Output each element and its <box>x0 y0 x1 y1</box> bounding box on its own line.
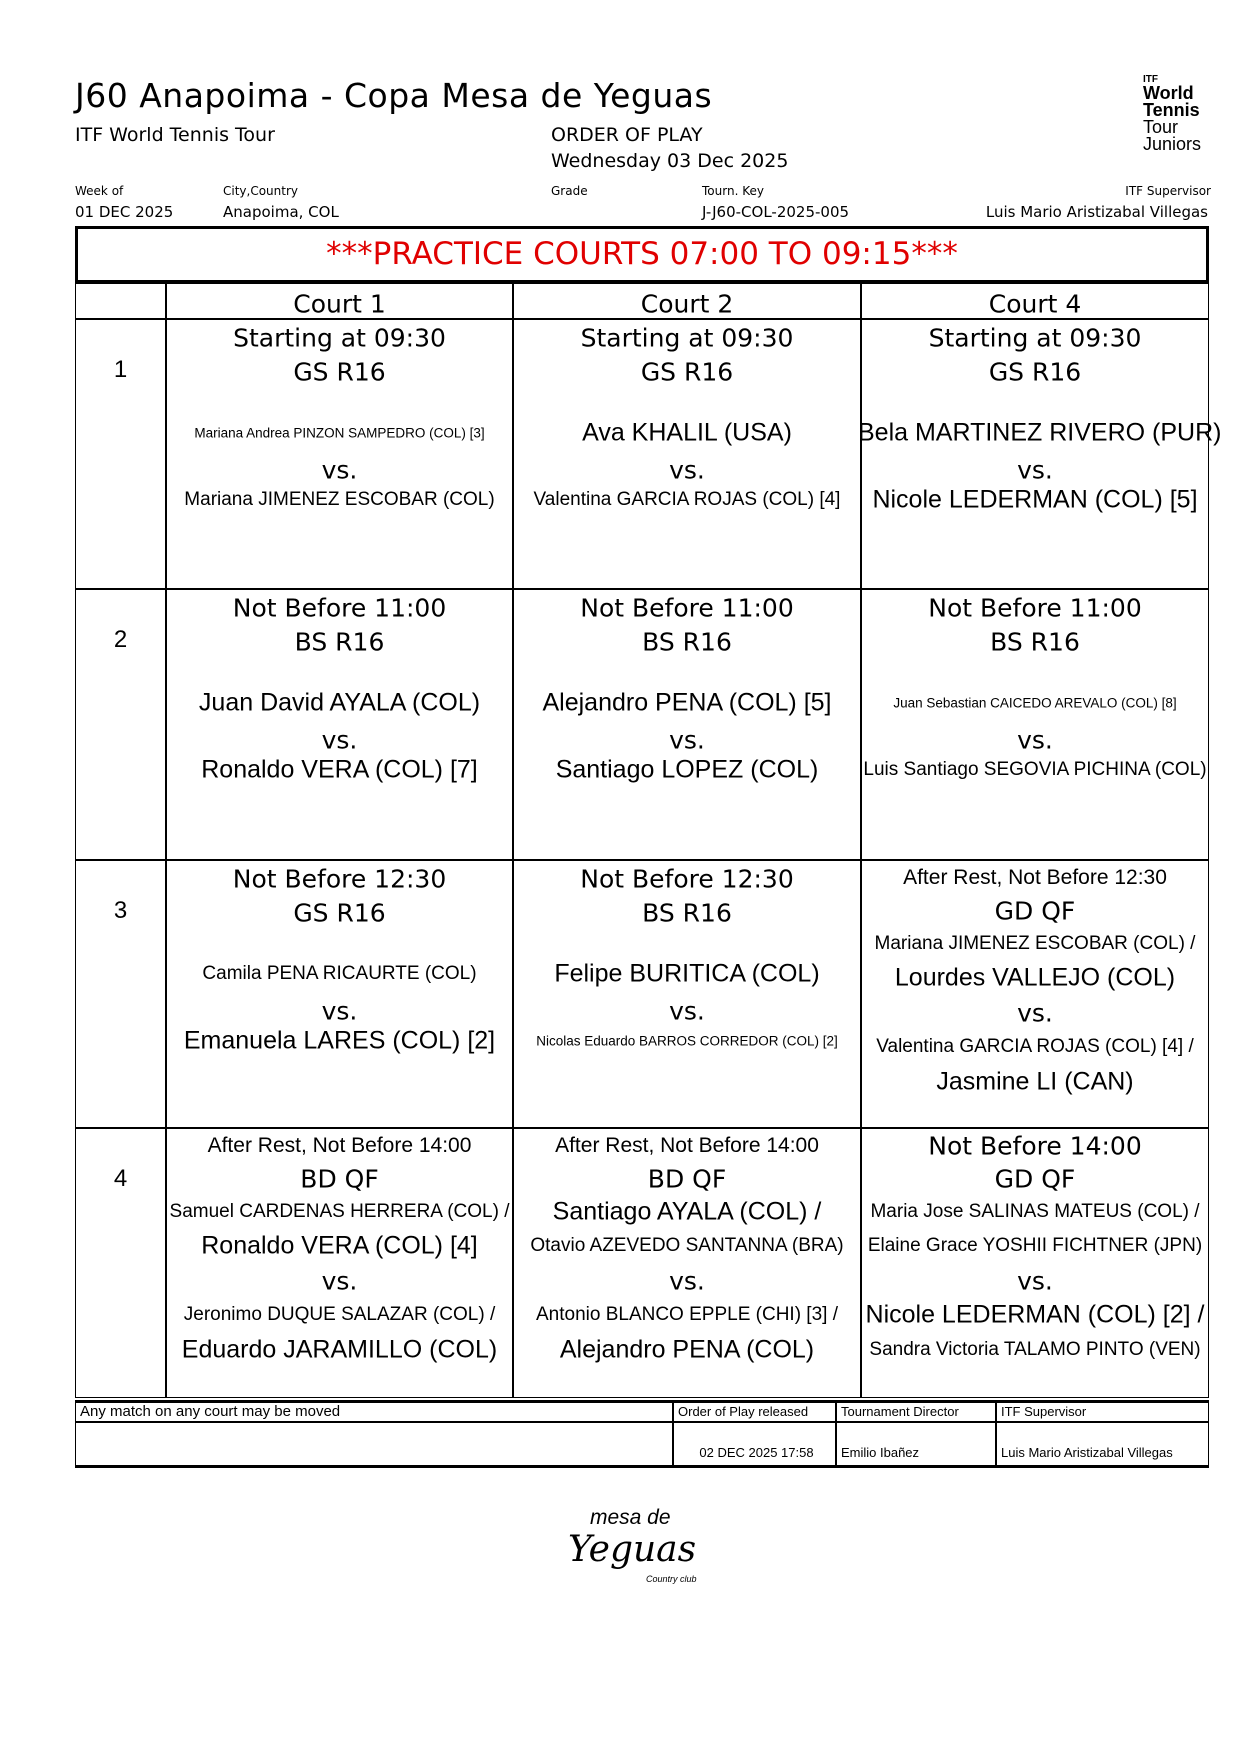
slot-number: 1 <box>113 356 128 383</box>
key-value: J-J60-COL-2025-005 <box>702 203 850 221</box>
match-round: BD QF <box>300 1164 379 1194</box>
mesa-de-yeguas-logo <box>568 1506 718 1591</box>
team1-player2: Otavio AZEVEDO SANTANNA (BRA) <box>530 1235 844 1256</box>
match-cell <box>513 589 861 860</box>
vs-label: vs. <box>1017 998 1053 1028</box>
team2-player2: Alejandro PENA (COL) <box>559 1335 815 1364</box>
practice-banner: ***PRACTICE COURTS 07:00 TO 09:15*** <box>75 226 1209 283</box>
match-time: Not Before 11:00 <box>928 593 1142 623</box>
match-round: BS R16 <box>990 627 1080 657</box>
footer-bottom-border <box>75 1465 1209 1468</box>
released-time: 02 DEC 2025 17:58 <box>673 1422 836 1466</box>
court-header <box>166 283 513 319</box>
match-cell <box>861 589 1209 860</box>
match-cell <box>858 319 1222 589</box>
tour-name: ITF World Tennis Tour <box>75 124 275 146</box>
player2: Mariana JIMENEZ ESCOBAR (COL) <box>184 489 495 510</box>
vs-label: vs. <box>321 1266 358 1296</box>
player1: Juan Sebastian CAICEDO AREVALO (COL) [8] <box>893 695 1177 711</box>
vs-label: vs. <box>321 996 358 1026</box>
player1: Juan David AYALA (COL) <box>198 688 481 717</box>
slot-number: 2 <box>113 626 128 653</box>
slot-number: 3 <box>113 897 128 924</box>
player2: Santiago LOPEZ (COL) <box>555 755 819 784</box>
play-date: Wednesday 03 Dec 2025 <box>551 150 789 172</box>
match-cell <box>861 1128 1209 1398</box>
footer-blank <box>75 1422 673 1466</box>
player1: Camila PENA RICAURTE (COL) <box>202 963 477 984</box>
match-time: After Rest, Not Before 14:00 <box>555 1134 819 1157</box>
vs-label: vs. <box>669 1266 705 1296</box>
logo-line-yeguas: Yeguas <box>568 1529 697 1570</box>
match-round: GD QF <box>994 1164 1076 1194</box>
grade-label: Grade <box>551 184 588 198</box>
match-time: Not Before 12:30 <box>580 864 794 894</box>
city-value: Anapoima, COL <box>223 203 339 221</box>
footer-supervisor-label: ITF Supervisor <box>996 1402 1209 1422</box>
match-slot-number <box>75 589 166 860</box>
match-round: BD QF <box>647 1164 727 1194</box>
court-header <box>861 283 1209 319</box>
key-label: Tourn. Key <box>702 184 764 198</box>
supervisor-label: ITF Supervisor <box>1125 184 1211 198</box>
vs-label: vs. <box>1017 725 1053 755</box>
player1: Mariana Andrea PINZON SAMPEDRO (COL) [3] <box>194 425 485 441</box>
footer-supervisor-name: Luis Mario Aristizabal Villegas <box>996 1422 1209 1466</box>
header-corner <box>75 283 166 319</box>
court-name: Court 2 <box>640 289 734 319</box>
match-slot-number <box>75 1128 166 1398</box>
player2: Nicolas Eduardo BARROS CORREDOR (COL) [2] <box>536 1033 838 1049</box>
vs-label: vs. <box>669 996 705 1026</box>
team2-player1: Jeronimo DUQUE SALAZAR (COL) / <box>183 1304 496 1325</box>
match-cell <box>166 860 513 1128</box>
match-round: GD QF <box>994 896 1076 926</box>
match-slot-number <box>75 319 166 589</box>
match-time: Starting at 09:30 <box>928 323 1142 353</box>
footer-released-label: Order of Play released <box>673 1402 836 1422</box>
player1: Ava KHALIL (USA) <box>582 418 792 447</box>
court-name: Court 4 <box>988 289 1082 319</box>
logo-line-country-club: Country club <box>646 1574 697 1584</box>
match-time: Starting at 09:30 <box>580 323 794 353</box>
match-round: BS R16 <box>642 627 732 657</box>
week-of-label: Week of <box>75 184 124 198</box>
player2: Emanuela LARES (COL) [2] <box>183 1026 496 1055</box>
doc-type: ORDER OF PLAY <box>551 124 703 146</box>
city-label: City,Country <box>223 184 299 198</box>
match-time: After Rest, Not Before 14:00 <box>207 1134 472 1157</box>
match-cell <box>166 319 513 589</box>
footer-divider <box>75 1400 1209 1403</box>
match-cell <box>166 1128 513 1398</box>
match-time: Not Before 11:00 <box>232 593 447 623</box>
vs-label: vs. <box>669 725 705 755</box>
order-of-play-grid <box>75 226 1222 1466</box>
vs-label: vs. <box>1017 455 1053 485</box>
logo-line-mesa: mesa de <box>590 1506 671 1529</box>
match-round: GS R16 <box>293 898 386 928</box>
week-of-value: 01 DEC 2025 <box>75 203 174 221</box>
match-time: After Rest, Not Before 12:30 <box>903 866 1167 889</box>
team2-player2: Eduardo JARAMILLO (COL) <box>181 1335 498 1364</box>
match-round: GS R16 <box>293 357 386 387</box>
match-round: BS R16 <box>642 898 732 928</box>
team2-player2: Sandra Victoria TALAMO PINTO (VEN) <box>869 1339 1201 1360</box>
vs-label: vs. <box>321 455 358 485</box>
footer-notice: Any match on any court may be moved <box>75 1402 673 1422</box>
vs-label: vs. <box>321 725 358 755</box>
player1: Alejandro PENA (COL) [5] <box>542 688 832 717</box>
match-cell <box>513 319 861 589</box>
match-time: Not Before 12:30 <box>232 864 447 894</box>
footer-director-label: Tournament Director <box>836 1402 996 1422</box>
team1-player1: Mariana JIMENEZ ESCOBAR (COL) / <box>874 933 1196 954</box>
match-slot-number <box>75 860 166 1128</box>
match-cell <box>513 860 861 1128</box>
match-cell <box>513 1128 861 1398</box>
team2-player1: Valentina GARCIA ROJAS (COL) [4] / <box>876 1036 1194 1057</box>
player2: Luis Santiago SEGOVIA PICHINA (COL) <box>863 759 1207 780</box>
match-round: BS R16 <box>294 627 385 657</box>
itf-juniors-logo: ITF World Tennis Tour Juniors <box>1143 74 1202 154</box>
team1-player1: Samuel CARDENAS HERRERA (COL) / <box>169 1201 510 1222</box>
match-time: Not Before 14:00 <box>928 1131 1142 1161</box>
tournament-title: J60 Anapoima - Copa Mesa de Yeguas <box>75 76 713 115</box>
match-round: GS R16 <box>640 357 734 387</box>
team2-player1: Nicole LEDERMAN (COL) [2] / <box>865 1300 1205 1329</box>
team1-player2: Lourdes VALLEJO (COL) <box>894 963 1176 992</box>
slot-number: 4 <box>113 1165 128 1192</box>
player2: Nicole LEDERMAN (COL) [5] <box>872 485 1198 514</box>
match-time: Not Before 11:00 <box>580 593 794 623</box>
team1-player1: Santiago AYALA (COL) / <box>552 1197 822 1226</box>
team1-player1: Maria Jose SALINAS MATEUS (COL) / <box>870 1201 1200 1222</box>
team2-player2: Jasmine LI (CAN) <box>936 1067 1134 1096</box>
court-header <box>513 283 861 319</box>
supervisor-value: Luis Mario Aristizabal Villegas <box>985 203 1208 221</box>
player2: Valentina GARCIA ROJAS (COL) [4] <box>533 489 841 510</box>
player2: Ronaldo VERA (COL) [7] <box>201 755 478 784</box>
court-name: Court 1 <box>293 289 386 319</box>
match-round: GS R16 <box>988 357 1082 387</box>
player1: Bela MARTINEZ RIVERO (PUR) <box>858 418 1222 447</box>
team1-player2: Ronaldo VERA (COL) [4] <box>201 1231 478 1260</box>
match-cell <box>861 860 1209 1128</box>
vs-label: vs. <box>1017 1266 1053 1296</box>
match-time: Starting at 09:30 <box>233 323 446 353</box>
director-name: Emilio Ibañez <box>836 1422 996 1466</box>
vs-label: vs. <box>669 455 705 485</box>
team2-player1: Antonio BLANCO EPPLE (CHI) [3] / <box>535 1304 838 1325</box>
team1-player2: Elaine Grace YOSHII FICHTNER (JPN) <box>867 1235 1203 1256</box>
player1: Felipe BURITICA (COL) <box>554 959 820 988</box>
match-cell <box>166 589 513 860</box>
